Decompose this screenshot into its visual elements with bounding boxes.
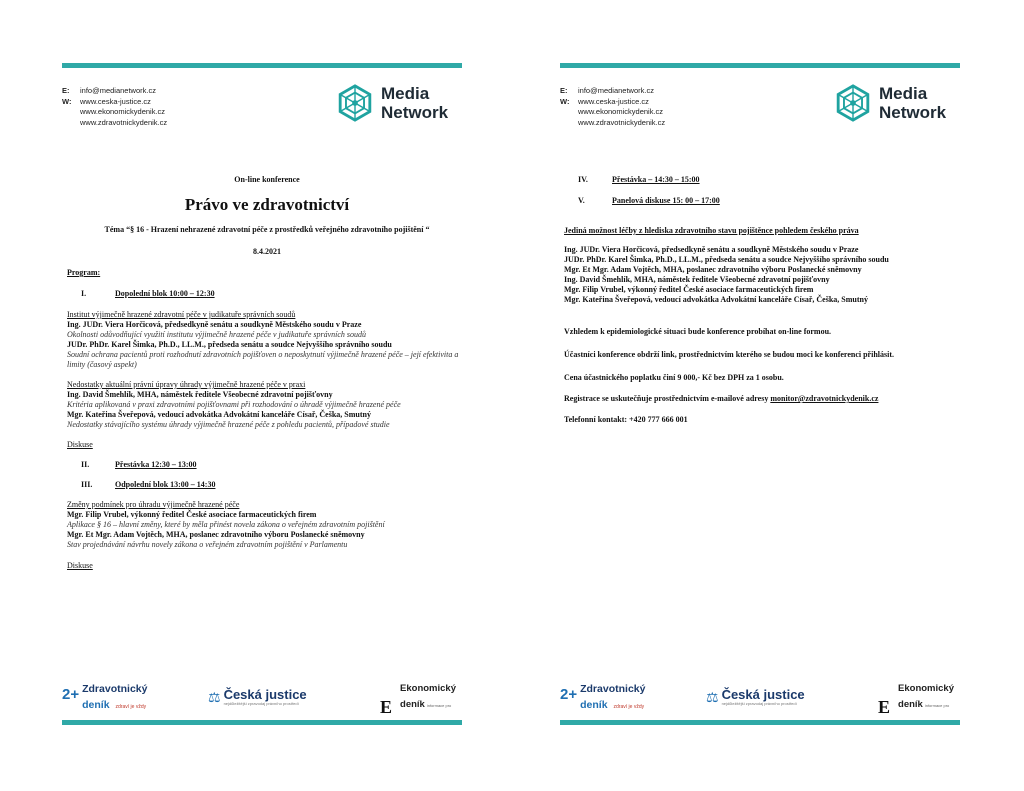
panelist: JUDr. PhDr. Karel Šimka, Ph.D., LL.M., předseda senátu a soudce Nejvyššího správního soudu [564, 255, 889, 264]
panelist: Mgr. Et Mgr. Adam Vojtěch, MHA, poslanec zdravotního výboru Poslanecké sněmovny [564, 265, 862, 274]
logo-line-1: Media [381, 84, 430, 103]
zdravotnicky-denik-logo: 2+ Zdravotnický deník zdraví je vždy [62, 683, 148, 711]
talk-description: Okolnosti odůvodňující využití institutu výjimečně hrazené péče v judikatuře správních soudů [67, 330, 367, 339]
scales-icon: ⚖ [208, 688, 221, 705]
talk-description: Kritéria aplikovaná v praxi zdravotními pojišťovnami při rozhodování o úhradě výjimečně hrazené péče [67, 400, 401, 409]
website-link[interactable]: www.ekonomickydenik.cz [80, 107, 166, 116]
zd-logo-icon: 2+ [62, 686, 80, 703]
section-title: Institut výjimečně hrazené zdravotní péče v judikatuře správních soudů [67, 310, 296, 319]
logo-line-1: Media [879, 84, 928, 103]
panel-title: Jediná možnost léčby z hlediska zdravotního stavu pojištěnce pohledem českého práva [564, 226, 859, 235]
program-block-label: Přestávka 12:30 – 13:00 [115, 460, 197, 469]
top-accent-bar [560, 63, 960, 68]
speaker: Mgr. Kateřina Šveřepová, vedoucí advokátka Advokátní kanceláře Císař, Češka, Smutný [67, 410, 371, 419]
speaker: Ing. JUDr. Viera Horčicová, předsedkyně senátu a soudkyně Městského soudu v Praze [67, 320, 362, 329]
ekonomicky-denik-logo: E Ekonomický deník informace pro [380, 683, 456, 717]
program-block-2: II. Přestávka 12:30 – 13:00 [81, 460, 197, 469]
registration-note: Registrace se uskutečňuje prostřednictvím e-mailové adresy monitor@zdravotnickydenik.cz [564, 394, 879, 403]
conference-date: 8.4.2021 [253, 247, 281, 256]
media-network-logo [834, 84, 946, 122]
discussion-label: Diskuse [67, 561, 93, 570]
website-link[interactable]: www.zdravotnickydenik.cz [578, 117, 666, 127]
speaker: JUDr. PhDr. Karel Šimka, Ph.D., LL.M., předseda senátu a soudce Nejvyššího správního soudu [67, 340, 392, 349]
program-block-4: IV. Přestávka – 14:30 – 15:00 [578, 175, 700, 184]
ceska-justice-logo: ⚖ Česká justice nejdůležitější zpravodaj právního prostředí [706, 687, 805, 706]
talk-description: Soudní ochrana pacientů proti rozhodnutí zdravotních pojišťoven o neposkytnutí výjimečně hrazené péče – její efektivita a limity (časový aspekt) [67, 350, 459, 369]
section-title: Nedostatky aktuální právní úpravy úhrady výjimečně hrazené péče v praxi [67, 380, 306, 389]
speaker: Mgr. Filip Vrubel, výkonný ředitel České asociace farmaceutických firem [67, 510, 317, 519]
note-link: Účastníci konference obdrží link, prostřednictvím kterého se budou moci ke konferenci přihlásit. [564, 350, 894, 359]
network-logo-icon [336, 84, 374, 122]
panelist: Ing. JUDr. Viera Horčicová, předsedkyně senátu a soudkyně Městského soudu v Praze [564, 245, 859, 254]
program-block-1: I. Dopolední blok 10:00 – 12:30 [81, 289, 215, 298]
website-link[interactable]: www.ceska-justice.cz [80, 96, 151, 106]
contact-block [560, 86, 665, 128]
discussion-label: Diskuse [67, 440, 93, 449]
note-fee: Cena účastnického poplatku činí 9 000,- Kč bez DPH za 1 osobu. [564, 373, 784, 382]
program-label: Program: [67, 268, 101, 277]
partner-logos [560, 683, 960, 717]
email-label: E: [62, 86, 70, 95]
ekonomicky-denik-logo: E Ekonomický deník informace pro [878, 683, 954, 717]
logo-line-2: Network [879, 103, 947, 122]
panelist: Mgr. Filip Vrubel, výkonný ředitel České asociace farmaceutických firem [564, 285, 814, 294]
note-online: Vzhledem k epidemiologické situaci bude konference probíhat on-line formou. [564, 327, 832, 336]
conference-kicker: On-line konference [234, 175, 300, 184]
phone-contact: Telefonní kontakt: +420 777 666 001 [564, 415, 688, 424]
registration-email-link[interactable]: monitor@zdravotnickydenik.cz [770, 394, 879, 403]
program-block-label: Odpolední blok 13:00 – 14:30 [115, 480, 216, 489]
network-logo-icon [834, 84, 872, 122]
conference-program [67, 175, 467, 571]
ceska-justice-logo: ⚖ Česká justice nejdůležitější zpravodaj právního prostředí [208, 687, 307, 706]
zdravotnicky-denik-logo: 2+ Zdravotnický deník zdraví je vždy [560, 683, 646, 711]
talk-description: Aplikace § 16 – hlavní změny, které by měla přinést novela zákona o veřejném zdravotním pojištění [67, 520, 385, 529]
ed-logo-icon: E [878, 696, 891, 717]
speaker: Ing. David Šmehlík, MHA, náměstek ředitele Všeobecné zdravotní pojišťovny [67, 390, 333, 399]
website-link[interactable]: www.ekonomickydenik.cz [578, 107, 664, 116]
zd-logo-icon: 2+ [560, 686, 578, 703]
email-label: E: [560, 86, 568, 95]
program-block-5: V. Panelová diskuse 15: 00 – 17:00 [578, 196, 720, 205]
bottom-accent-bar [560, 720, 960, 725]
web-label: W: [62, 96, 72, 106]
scales-icon: ⚖ [706, 688, 719, 705]
document-page-2 [512, 0, 1024, 791]
bottom-accent-bar [62, 720, 462, 725]
ed-logo-icon: E [380, 696, 393, 717]
panelist: Ing. David Šmehlík, MHA, náměstek ředitele Všeobecné zdravotní pojišťovny [564, 275, 830, 284]
program-block-3: III. Odpolední blok 13:00 – 14:30 [81, 480, 216, 489]
logo-line-2: Network [381, 103, 449, 122]
talk-description: Nedostatky stávajícího systému úhrady výjimečně hrazené péče z pohledu pacientů, případové studie [67, 420, 390, 429]
conference-program-cont [564, 175, 964, 425]
partner-logos [62, 683, 462, 717]
contact-block [62, 86, 167, 128]
website-link[interactable]: www.ceska-justice.cz [578, 96, 649, 106]
conference-title: Právo ve zdravotnictví [184, 195, 350, 214]
talk-description: Stav projednávání návrhu novely zákona o veřejném zdravotním pojištění v Parlamentu [67, 540, 348, 549]
panelist-list [564, 245, 964, 305]
website-link[interactable]: www.zdravotnickydenik.cz [80, 117, 168, 127]
section-title: Změny podmínek pro úhradu výjimečně hrazené péče [67, 500, 240, 509]
email-link[interactable]: info@medianetwork.cz [80, 86, 156, 95]
web-label: W: [560, 96, 570, 106]
program-block-label: Dopolední blok 10:00 – 12:30 [115, 289, 215, 298]
media-network-logo [336, 84, 448, 122]
speaker: Mgr. Et Mgr. Adam Vojtěch, MHA, poslanec zdravotního výboru Poslanecké sněmovny [67, 530, 365, 539]
conference-topic: Téma “§ 16 - Hrazení nehrazené zdravotní péče z prostředků veřejného zdravotního pojištění “ [104, 225, 430, 234]
program-block-label: Přestávka – 14:30 – 15:00 [612, 175, 700, 184]
panelist: Mgr. Kateřina Šveřepová, vedoucí advokátka Advokátní kanceláře Císař, Češka, Smutný [564, 295, 868, 304]
program-block-label: Panelová diskuse 15: 00 – 17:00 [612, 196, 720, 205]
email-link[interactable]: info@medianetwork.cz [578, 86, 654, 95]
top-accent-bar [62, 63, 462, 68]
